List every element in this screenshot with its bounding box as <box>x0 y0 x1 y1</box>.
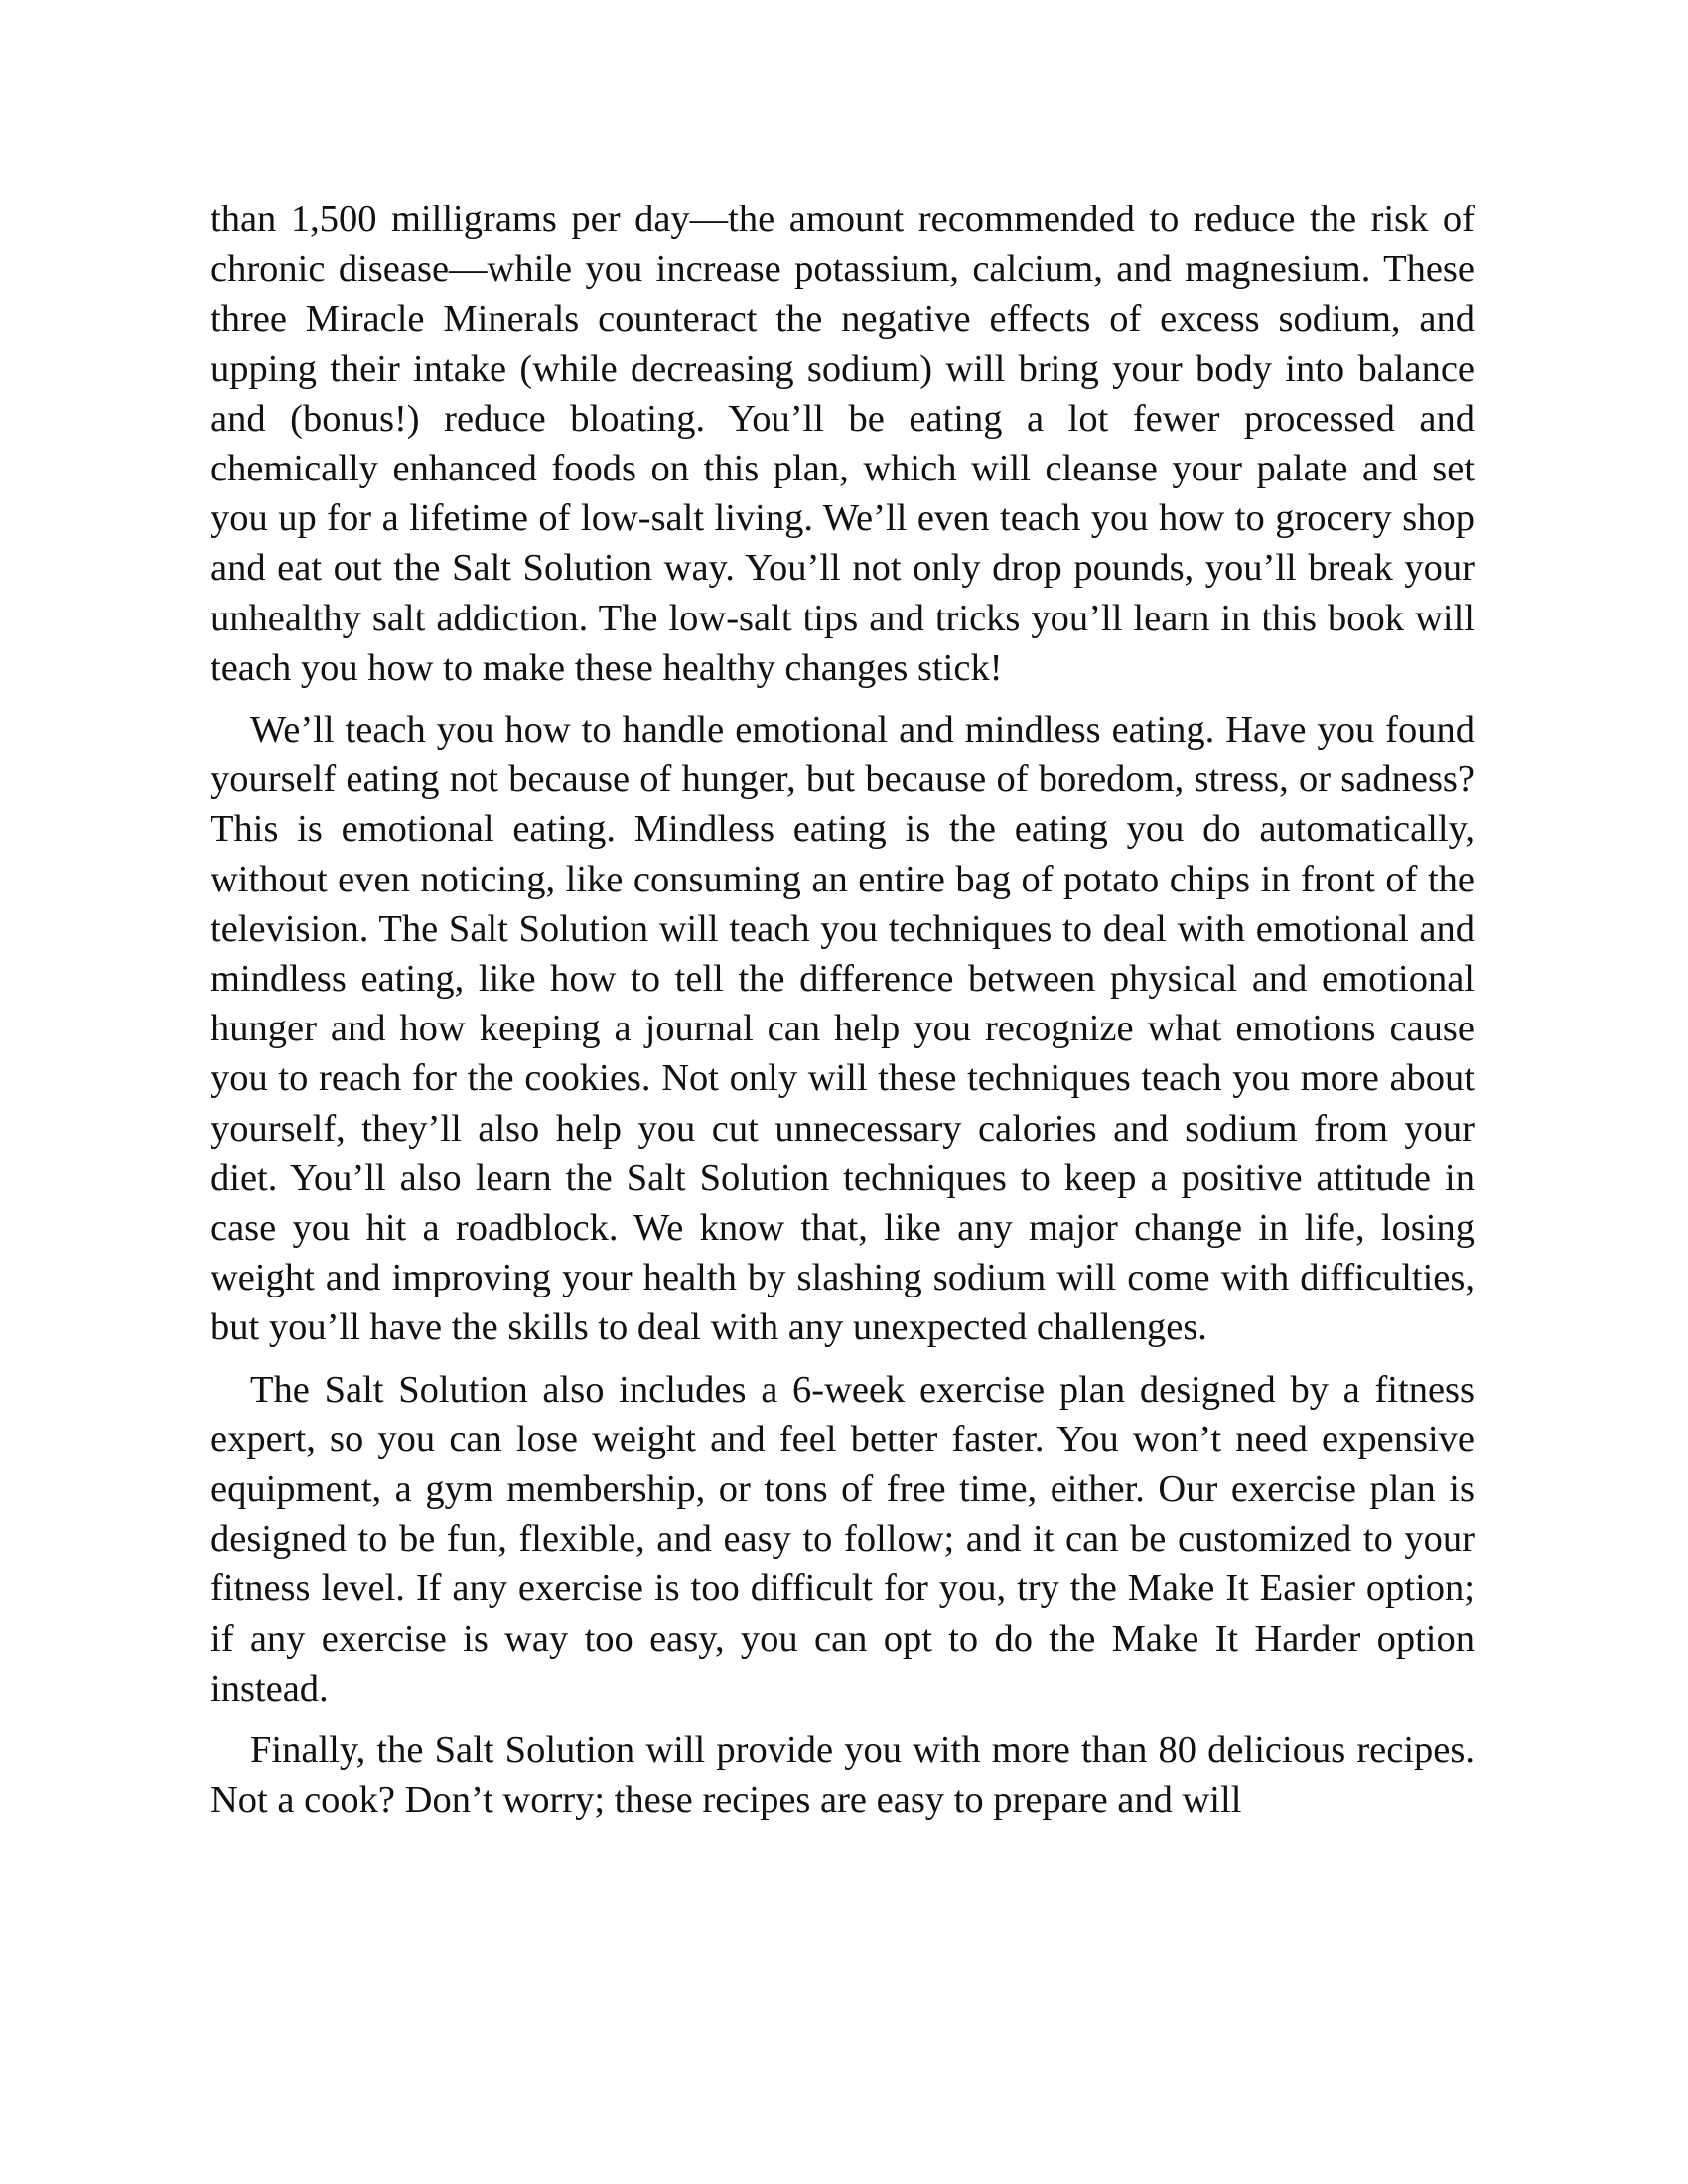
paragraph-recipes: Finally, the Salt Solution will provide you with more than 80 delicious recipes. Not a cook? Don’t worry; these recipes are easy to prepare and will <box>211 1729 1475 1822</box>
paragraph-continuation: than 1,500 milligrams per day—the amount recommended to reduce the risk of chronic disease—while you increase potassium, calcium, and magnesium. These three Miracle Minerals counteract the negative effects of excess sodium, and upping their intake (while decreasing sodium) will bring your body into balance and (bonus!) reduce bloating. You’ll be eating a lot fewer processed and chemically enhanced foods on this plan, which will cleanse your palate and set you up for a lifetime of low-salt living. We’ll even teach you how to grocery shop and eat out the Salt Solution way. You’ll not only drop pounds, you’ll break your unhealthy salt addiction. The low-salt tips and tricks you’ll learn in this book will teach you how to make these healthy changes stick! <box>211 199 1475 689</box>
paragraph-exercise-plan: The Salt Solution also includes a 6-week exercise plan designed by a fitness expert, so you can lose weight and feel better faster. You won’t need expensive equipment, a gym membership, or tons of free time, either. Our exercise plan is designed to be fun, flexible, and easy to follow; and it can be customized to your fitness level. If any exercise is too difficult for you, try the Make It Easier option; if any exercise is way too easy, you can opt to do the Make It Harder option instead. <box>211 1368 1475 1709</box>
paragraph-emotional-eating: We’ll teach you how to handle emotional and mindless eating. Have you found yourself eating not because of hunger, but because of boredom, stress, or sadness? This is emotional eating. Mindless eating is the eating you do automatically, without even noticing, like consuming an entire bag of potato chips in front of the television. The Salt Solution will teach you techniques to deal with emotional and mindless eating, like how to tell the difference between physical and emotional hunger and how keeping a journal can help you recognize what emotions cause you to reach for the cookies. Not only will these techniques teach you more about yourself, they’ll also help you cut unnecessary calories and sodium from your diet. You’ll also learn the Salt Solution techniques to keep a positive attitude in case you hit a roadblock. We know that, like any major change in life, losing weight and improving your health by slashing sodium will come with difficulties, but you’ll have the skills to deal with any unexpected challenges. <box>211 709 1475 1349</box>
document-page <box>211 195 1475 1838</box>
